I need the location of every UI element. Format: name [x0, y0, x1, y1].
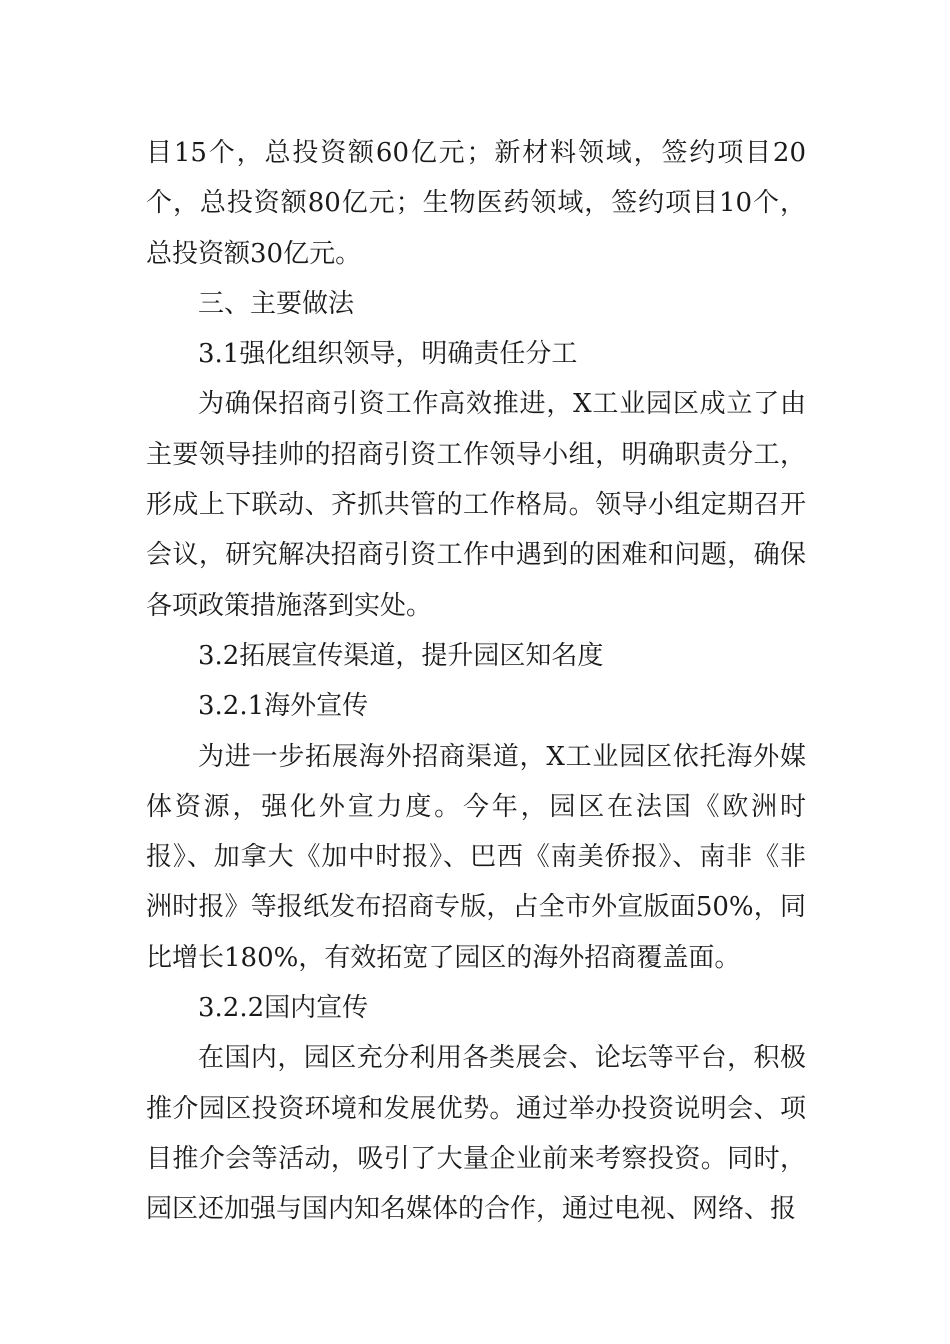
paragraph-organization-leadership: 为确保招商引资工作高效推进，X工业园区成立了由主要领导挂帅的招商引资工作领导小组，明确职责分工，形成上下联动、齐抓共管的工作格局。领导小组定期召开会议，研究解决招商引资工作中遇到的困难和问题，确保各项政策措施落到实处。 [146, 389, 806, 621]
subsection-heading-3-2-2: 3.2.2国内宣传 [198, 993, 369, 1024]
subsection-heading-3-1: 3.1强化组织领导，明确责任分工 [198, 339, 578, 370]
subsection-heading-3-2-1: 3.2.1海外宣传 [198, 691, 369, 722]
paragraph-overseas-promotion: 为进一步拓展海外招商渠道，X工业园区依托海外媒体资源，强化外宣力度。今年，园区在法国《欧洲时报》、加拿大《加中时报》、巴西《南美侨报》、南非《非洲时报》等报纸发布招商专版，占全市外宣版面50%，同比增长180%，有效拓宽了园区的海外招商覆盖面。 [146, 741, 806, 973]
section-heading-main-practices: 三、主要做法 [198, 288, 355, 319]
subsection-heading-3-2: 3.2拓展宣传渠道，提升园区知名度 [198, 640, 604, 671]
paragraph-investment-summary: 目15个，总投资额60亿元；新材料领域，签约项目20个，总投资额80亿元；生物医药领域，签约项目10个，总投资额30亿元。 [146, 138, 806, 269]
document-body [146, 128, 806, 1235]
paragraph-domestic-promotion: 在国内，园区充分利用各类展会、论坛等平台，积极推介园区投资环境和发展优势。通过举办投资说明会、项目推介会等活动，吸引了大量企业前来考察投资。同时，园区还加强与国内知名媒体的合作，通过电视、网络、报 [146, 1043, 806, 1225]
